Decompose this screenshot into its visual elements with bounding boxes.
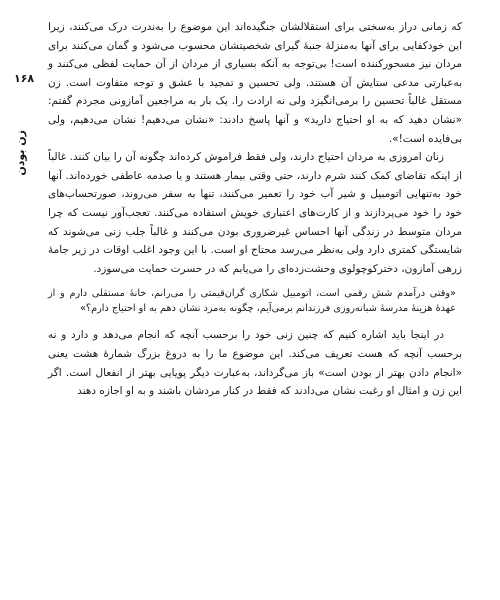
block-quote: «وقتی درآمدم شش رقمی است، اتومبیل شکاری گران‌قیمتی را می‌رانم، خانهٔ مستقلی دارم و از عهدهٔ هزینهٔ مدرسهٔ شبانه‌روزی فرزندانم برمی‌آیم، چگونه به‌مرد نشان دهم به او احتیاج دارم؟»	[48, 288, 456, 315]
paragraph: در اینجا باید اشاره کنیم که چنین زنی خود را برحسب آنچه که انجام می‌دهد و دارد و نه برحسب آنچه که هست تعریف می‌کند. این موضوع ما را به دروغ بزرگ شمارهٔ هشت یعنی «انجام دادن بهتر از بودن است» باز می‌گرداند، به‌عبارت دیگر پویایی بهتر از انفعال است. اگر این زن و امثال او رغبت نشان می‌دادند که فقط در کنار مردشان باشند و به او اجازه دهند	[48, 329, 462, 398]
body-text	[48, 18, 462, 401]
paragraph: که زمانی دراز به‌سختی برای استقلالشان جنگیده‌اند این موضوع را به‌ندرت درک می‌کنند، زیرا این خودکفایی برای آنها به‌منزلهٔ جنبهٔ گیرای شخصیتشان محسوب می‌شود و گمان می‌کنند برای مردان نیز مسحورکننده است! بی‌توجه به آنکه بسیاری از مردان از آن حمایت لفظی می‌کنند و به‌عبارتی مدعی ستایش آن هستند. ولی تحسین و تمجید با عشق و توجه متفاوت است. زن مستقل غالباً تحسین را برمی‌انگیزد ولی نه ارادت را. یک بار به مراجعین آمازونی مجردم گفتم: «نشان دهید که به او احتیاج دارید» و آنها پاسخ دادند: «نشان می‌دهیم! نشان می‌دهیم، ولی بی‌فایده است!».	[48, 21, 462, 145]
paragraph: زنان امروزی به مردان احتیاج دارند، ولی فقط فراموش کرده‌اند چگونه آن را بیان کنند. غالباً از اینکه تقاضای کمک کنند شرم دارند، حتی وقتی بیمار هستند و یا صدمه عاطفی خورده‌اند. آنها خود به‌تنهایی اتومبیل و شیر آب خود را تعمیر می‌کنند، تنها به سفر می‌روند، صورتحساب‌های خود را خود می‌پردازند و از کارت‌های اعتباری خویش استفاده می‌کنند. تعجب‌آور نیست که چرا مردان متوسط در زندگی آنها احساس غیرضروری بودن می‌کنند و غالباً جلب زنی می‌شوند که شایستگی کمتری دارد ولی به‌نظر می‌رسد محتاج او است. با این وجود اغلب اوقات در زیر جامهٔ زرهی آمازون، دخترکوچولوی وحشت‌زده‌ای را می‌یابم که در حسرت حمایت می‌سوزد.	[48, 151, 462, 275]
page-number: ۱۶۸	[14, 72, 35, 85]
running-title: زن بودن	[14, 130, 27, 176]
